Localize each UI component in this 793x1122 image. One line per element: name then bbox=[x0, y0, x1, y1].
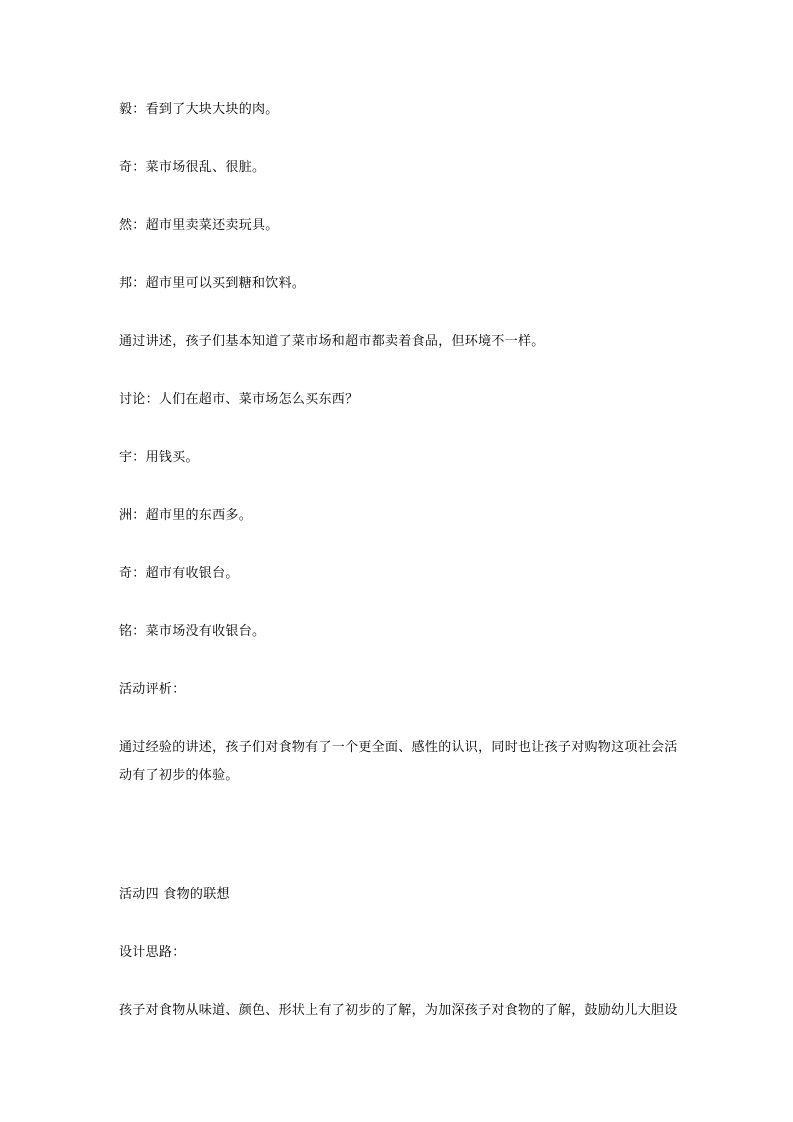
dialogue-line-qi-2: 奇：超市有收银台。 bbox=[119, 566, 239, 581]
summary-line: 通过讲述，孩子们基本知道了菜市场和超市都卖着食品，但环境不一样。 bbox=[119, 334, 545, 349]
dialogue-line-yi: 毅：看到了大块大块的肉。 bbox=[119, 102, 279, 117]
design-heading: 设计思路： bbox=[119, 945, 186, 960]
dialogue-line-ming: 铭：菜市场没有收银台。 bbox=[119, 624, 266, 639]
dialogue-line-bang: 邦：超市里可以买到糖和饮料。 bbox=[119, 276, 306, 291]
analysis-heading: 活动评析： bbox=[119, 682, 186, 697]
dialogue-line-zhou: 洲：超市里的东西多。 bbox=[119, 508, 253, 523]
dialogue-line-yu: 宇：用钱买。 bbox=[119, 450, 199, 465]
dialogue-line-ran: 然：超市里卖菜还卖玩具。 bbox=[119, 218, 279, 233]
section-title: 活动四 食物的联想 bbox=[119, 887, 230, 902]
design-paragraph: 孩子对食物从味道、颜色、形状上有了初步的了解，为加深孩子对食物的了解，鼓励幼儿大胆设 bbox=[119, 1003, 678, 1018]
analysis-paragraph: 通过经验的讲述，孩子们对食物有了一个更全面、感性的认识，同时也让孩子对购物这项社会活动有了初步的体验。 bbox=[119, 740, 678, 783]
discussion-question: 讨论：人们在超市、菜市场怎么买东西？ bbox=[119, 392, 359, 407]
dialogue-line-qi: 奇：菜市场很乱、很脏。 bbox=[119, 160, 266, 175]
